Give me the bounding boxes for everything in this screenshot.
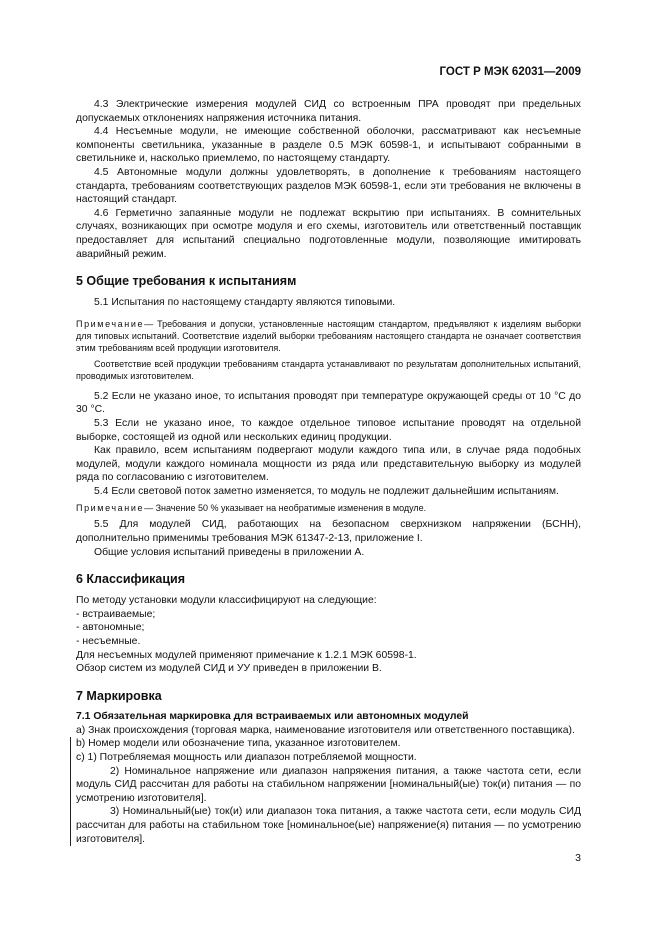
paragraph-5-2: 5.2 Если не указано иное, то испытания проводят при температуре окружающей среды от 10 °С до 30 °С. [76, 390, 581, 416]
paragraph-6-intro: По методу установки модули классифицируют на следующие: [76, 595, 377, 607]
paragraph-5-4: 5.4 Если световой поток заметно изменяется, то модуль не подлежит дальнейшим испытаниям. [94, 485, 559, 497]
paragraph-5-3: 5.3 Если не указано иное, то каждое отдельное типовое испытание проводят на отдельной выборке, состоящей из одной или нескольких единиц продукции. [76, 417, 581, 443]
item-7-1-b: b) Номер модели или обозначение типа, указанное изготовителем. [76, 738, 401, 750]
page-content [76, 98, 581, 846]
note-1 [76, 318, 581, 354]
paragraph-6-a: Для несъемных модулей применяют примечание к 1.2.1 МЭК 60598-1. [76, 649, 417, 661]
paragraph-5-3-cont: Как правило, всем испытаниям подвергают модули каждого типа или, в случае ряда подобных модулей, модули каждого номинала мощности из ряда или представительную выборку из модулей ряда по согласованию с изготовителем. [76, 445, 581, 484]
paragraph-4-5: 4.5 Автономные модули должны удовлетворять, в дополнение к требованиям настоящего стандарта, требованиям соответствующих разделов МЭК 60598-1, если эти требования не включены в настоящий стандарт. [76, 166, 581, 206]
paragraph-5-5-cont: Общие условия испытаний приведены в приложении А. [94, 546, 365, 558]
item-7-1-c2: 2) Номинальное напряжение или диапазон напряжения питания, а также частота сети, если модуль СИД рассчитан для работы на стабильном напряжении [номинальный(ые) ток(и) питания — по усмотрению изготовителя]. [76, 765, 581, 804]
paragraph-6-b: Обзор систем из модулей СИД и УУ приведен в приложении В. [76, 663, 382, 675]
page-number: 3 [575, 852, 581, 864]
note-1-text: — Требования и допуски, установленные настоящим стандартом, предъявляют к изделиям выборки для типовых испытаний. Соответствие изделий выборки требованиям настоящего стандарта не означает соответствия этим требованиям всей продукции изготовителя. [76, 318, 581, 353]
list-item: - встраиваемые; [76, 608, 156, 620]
revision-bar [70, 737, 581, 846]
section-6-title: 6 Классификация [76, 572, 186, 587]
document-header: ГОСТ Р МЭК 62031—2009 [439, 66, 581, 78]
note-label: Примечание [76, 503, 145, 514]
paragraph-4-3: 4.3 Электрические измерения модулей СИД со встроенным ПРА проводят при предельных допускаемых отклонениях напряжения источника питания. [76, 99, 581, 124]
note-label: Примечание [76, 318, 145, 329]
note-2-text: — Значение 50 % указывает на необратимые изменения в модуле. [144, 503, 427, 514]
paragraph-5-1: 5.1 Испытания по настоящему стандарту являются типовыми. [94, 297, 396, 309]
paragraph-4-4: 4.4 Несъемные модули, не имеющие собственной оболочки, рассматривают как несъемные компоненты светильника, указанные в разделе 0.5 МЭК 60598-1, и испытывают собранными в светильнике и, насколько приемлемо, по настоящему стандарту. [76, 126, 581, 165]
list-item: - автономные; [76, 622, 145, 634]
item-7-1-c1: c) 1) Потребляемая мощность или диапазон потребляемой мощности. [76, 752, 417, 763]
section-7-title: 7 Маркировка [76, 688, 162, 703]
section-5-title: 5 Общие требования к испытаниям [76, 274, 297, 289]
item-7-1-a: a) Знак происхождения (торговая марка, наименование изготовителя или ответственного поставщика). [76, 724, 575, 736]
subsection-7-1-title: 7.1 Обязательная маркировка для встраиваемых или автономных модулей [76, 710, 469, 722]
paragraph-5-5: 5.5 Для модулей СИД, работающих на безопасном сверхнизком напряжении (БСНН), дополнительно применимы требования МЭК 61347-2-13, приложение I. [76, 519, 581, 545]
note-1-continuation: Соответствие всей продукции требованиям стандарта устанавливают по результатам дополнительных испытаний, проводимых изготовителем. [76, 358, 581, 381]
item-7-1-c3: 3) Номинальный(ые) ток(и) или диапазон тока питания, а также частота сети, если модуль СИД рассчитан для работы на стабильном токе [номинальное(ые) напряжение(я) питания — по усмотрению изготовителя]. [76, 806, 581, 845]
list-item: - несъемные. [76, 636, 141, 648]
paragraph-4-6: 4.6 Герметично запаянные модули не подлежат вскрытию при испытаниях. В сомнительных случаях, возникающих при осмотре модуля и его схемы, изготовитель или ответственный поставщик предоставляет для испытаний специально подготовленные модули, позволяющие имитировать аварийный режим. [76, 207, 581, 260]
note-2 [76, 502, 581, 514]
